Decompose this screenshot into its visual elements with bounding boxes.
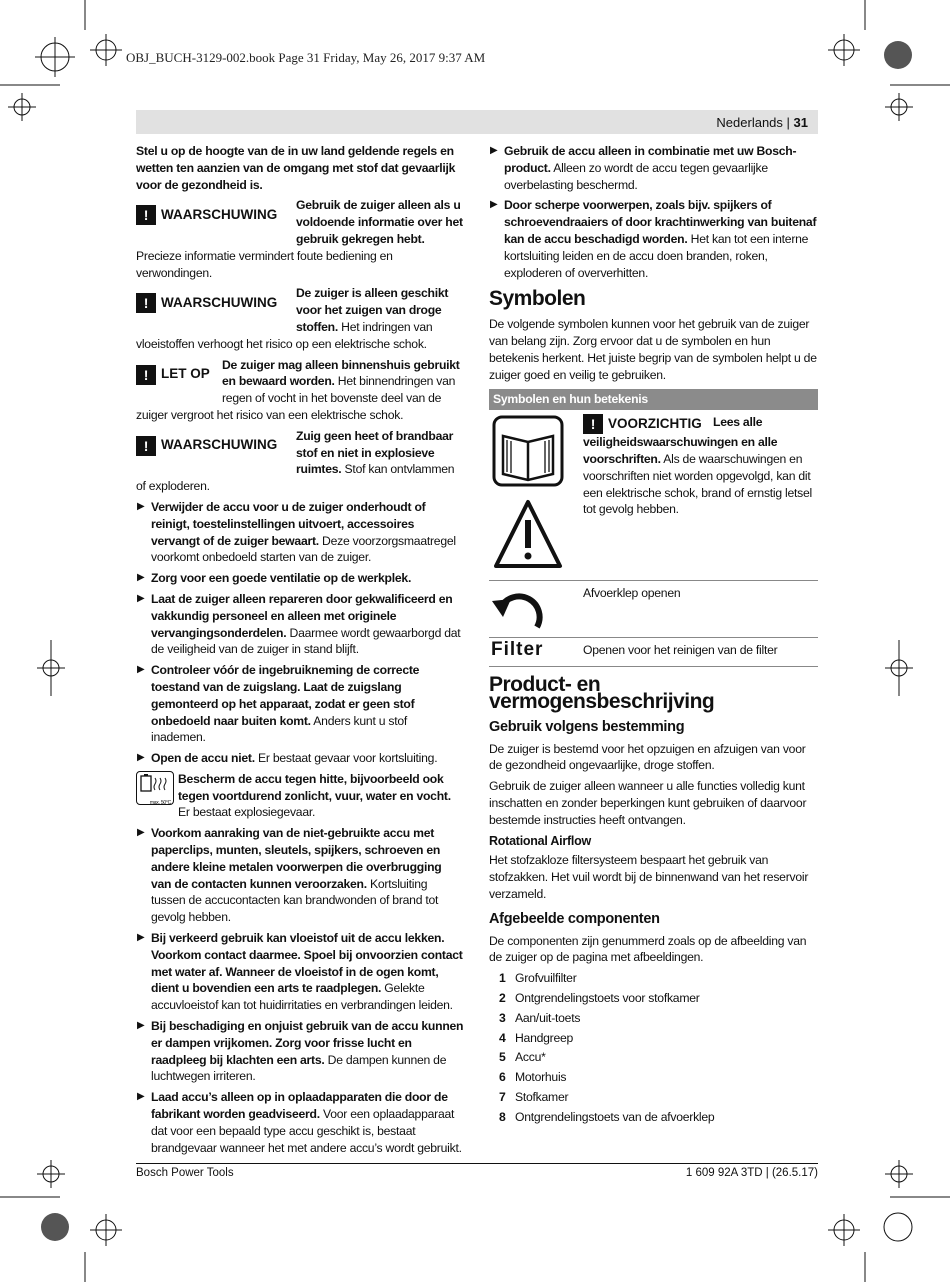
product-heading: Product- en vermogensbeschrijving: [489, 673, 715, 713]
page-number: 31: [793, 115, 808, 130]
list-item: 2 Ontgrendelingstoets voor stofkamer: [499, 990, 700, 1005]
heat-warning: max. 50°C Bescherm de accu tegen hitte, bijvoorbeeld ook tegen voortdurend zonlicht, vuur, water en vocht. Er bestaat explosiegevaar.: [136, 771, 464, 821]
warning-badge: ! WAARSCHUWING: [136, 199, 290, 231]
list-item: 6 Motorhuis: [499, 1070, 567, 1085]
warning-block-2: ! WAARSCHUWING De zuiger is alleen geschikt voor het zuigen van droge stoffen. Het indringen van vloeistoffen verhoogt het risico op een elektrische schok.: [136, 286, 449, 351]
symbol-row-manual: [489, 410, 818, 581]
components-intro: De componenten zijn genummerd zoals op de afbeelding van de zuiger op de pagina met afbeeldingen.: [489, 933, 807, 965]
list-item: ▶ Zorg voor een goede ventilatie op de werkplek.: [137, 571, 412, 586]
bullet-arrow-icon: ▶: [137, 1020, 145, 1032]
symbol-row-filter: [489, 638, 818, 667]
footer-divider: [136, 1163, 818, 1164]
bullet-arrow-icon: ▶: [137, 1091, 145, 1103]
caution-badge: ! LET OP: [136, 359, 216, 391]
use-heading: Gebruik volgens bestemming: [489, 718, 685, 735]
rotate-open-icon: [491, 587, 551, 635]
list-item: ▶ Laad accu’s alleen op in oplaadapparaten die door de fabrikant worden geadviseerd. Voor een oplaadapparaat dat voor een bepaald type accu geschikt is, bestaat brandgevaar wanneer het met andere accu’s wordt gebruikt.: [137, 1090, 462, 1155]
bullet-arrow-icon: ▶: [137, 592, 145, 604]
heat-icon-label: max. 50°C: [149, 799, 171, 806]
bullet-arrow-icon: ▶: [137, 500, 145, 512]
components-heading: Afgebeelde componenten: [489, 910, 660, 927]
list-item: 8 Ontgrendelingstoets van de afvoerklep: [499, 1109, 715, 1124]
list-item: ▶ Gebruik de accu alleen in combinatie met uw Bosch-product. Alleen zo wordt de accu tegen gevaarlijke overbelasting beschermd.: [490, 144, 797, 192]
list-item: 7 Stofkamer: [499, 1089, 569, 1104]
symbol-desc-filter: Openen voor het reinigen van de filter: [583, 643, 778, 658]
list-item: ▶ Bij verkeerd gebruik kan vloeistof uit de accu lekken. Voorkom contact daarmee. Spoel bij onvoorzien contact met water af. Wanneer de vloeistof in de ogen komt, dient u bovendien een arts te raadplegen. Gelekte accuvloeistof kan tot huidirritaties en verbrandingen leiden.: [137, 931, 463, 1013]
header-separator: |: [782, 115, 794, 130]
list-item: 4 Handgreep: [499, 1030, 574, 1045]
caution-block: ! LET OP De zuiger mag alleen binnenshuis gebruikt en bewaard worden. Het binnendringen van regen of vocht in het bovenste deel van de zuiger vergroot het risico van een elektrische schok.: [136, 357, 460, 422]
warning-badge: ! WAARSCHUWING: [136, 287, 290, 319]
symbolen-intro: De volgende symbolen kunnen voor het gebruik van de zuiger van belang zijn. Zorg ervoor dat u de symbolen en hun betekenis herkent. Het juiste begrip van de symbolen helpt u de zuiger goed en veilig te gebruiken.: [489, 317, 817, 382]
symbol-row-flap: [489, 581, 818, 638]
symbol-desc-manual: ! VOORZICHTIG Lees alle veiligheidswaarschuwingen en alle voorschriften. Als de waarschuwingen en voorschriften niet worden opgevolgd, kan dit een elektrische schok, brand of ernstig letsel tot gevolg hebben.: [583, 415, 812, 517]
use-text-2: Gebruik de zuiger alleen wanneer u alle functies volledig kunt inschatten en zonder beperkingen kunt gebruiken of daarvoor bestemde instructies heeft ontvangen.: [489, 779, 807, 827]
list-item: ▶ Laat de zuiger alleen repareren door gekwalificeerd en vakkundig personeel en alleen met originele vervangingsonderdelen. Daarmee wordt gewaarborgd dat de veiligheid van de zuiger in stand blijft.: [137, 591, 461, 657]
list-item: 3 Aan/uit-toets: [499, 1010, 581, 1025]
list-item: ▶ Open de accu niet. Er bestaat gevaar voor kortsluiting.: [137, 751, 438, 766]
bullet-arrow-icon: ▶: [137, 932, 145, 944]
warning-block-3: ! WAARSCHUWING Zuig geen heet of brandbaar stof en niet in explosieve ruimtes. Stof kan ontvlammen of exploderen.: [136, 428, 455, 494]
symbolen-heading: Symbolen: [489, 287, 586, 311]
warning-triangle-icon: !: [136, 205, 156, 225]
filter-symbol: Filter: [491, 639, 544, 661]
bullet-arrow-icon: ▶: [137, 572, 145, 584]
warning-triangle-icon: !: [136, 436, 156, 456]
header-language: Nederlands: [716, 115, 783, 130]
list-item: 1 Grofvuilfilter: [499, 971, 577, 986]
page-header: [716, 115, 808, 130]
footer-brand: Bosch Power Tools: [136, 1167, 234, 1179]
footer-code: 1 609 92A 3TD | (26.5.17): [685, 1167, 818, 1179]
warning-triangle-icon: !: [583, 414, 603, 434]
use-text-1: De zuiger is bestemd voor het opzuigen en afzuigen van voor de gezondheid ongevaarlijke, droge stoffen.: [489, 741, 806, 773]
caution-badge: ! VOORZICHTIG: [583, 414, 709, 434]
warning-badge: ! WAARSCHUWING: [136, 430, 290, 462]
symbol-table-header: Symbolen en hun betekenis: [489, 389, 818, 410]
components-list: [489, 970, 818, 1125]
bullet-arrow-icon: ▶: [137, 827, 145, 839]
read-manual-icon: [491, 414, 565, 574]
right-column: [489, 143, 818, 1128]
list-item: ▶ Bij beschadiging en onjuist gebruik van de accu kunnen er dampen vrijkomen. Zorg voor frisse lucht en raadpleeg bij klachten een arts. De dampen kunnen de luchtwegen irriteren.: [137, 1019, 464, 1084]
list-item: ▶ Verwijder de accu voor u de zuiger onderhoudt of reinigt, toestelinstellingen uitvoert, accessoires vervangt of de zuiger bewaart. Deze voorzorgsmaatregel voorkomt onbedoeld starten van de zuiger.: [137, 499, 456, 565]
left-column: [136, 143, 464, 1160]
print-slug: OBJ_BUCH-3129-002.book Page 31 Friday, May 26, 2017 9:37 AM: [126, 50, 486, 65]
warning-triangle-icon: !: [136, 365, 156, 385]
bullet-arrow-icon: ▶: [490, 145, 498, 156]
battery-heat-icon: [136, 771, 174, 805]
list-item: ▶ Door scherpe voorwerpen, zoals bijv. spijkers of schroevendraaiers of door krachtinwerking van buitenaf kan de accu beschadigd worden. Het kan tot een interne kortsluiting leiden en de accu doen branden, roken, exploderen of oververhitten.: [490, 198, 817, 280]
list-item: ▶ Controleer vóór de ingebruikneming de correcte toestand van de zuigslang. Laat de zuigslang gemonteerd op het apparaat, zodat er geen stof onbedoeld naar buiten komt. Anders kunt u stof inademen.: [137, 663, 420, 745]
list-item: ▶ Voorkom aanraking van de niet-gebruikte accu met paperclips, munten, sleutels, spijkers, schroeven en andere kleine metalen voorwerpen die overbrugging van de contacten kunnen veroorzaken. Kortsluiting tussen de accucontacten kan brandwonden of brand tot gevolg hebben.: [137, 826, 442, 925]
intro-text: Stel u op de hoogte van de in uw land geldende regels en wetten ten aanzien van de omgang met stof dat gevaarlijk voor de gezondheid is.: [136, 144, 456, 192]
warning-block-1: ! WAARSCHUWING Gebruik de zuiger alleen als u voldoende informatie over het gebruik gekregen hebt. Precieze informatie vermindert foute bediening en verwondingen.: [136, 198, 463, 280]
symbol-desc-flap: Afvoerklep openen: [583, 586, 681, 601]
bullet-arrow-icon: ▶: [137, 752, 145, 764]
airflow-heading: Rotational Airflow: [489, 833, 591, 848]
bullet-arrow-icon: ▶: [490, 199, 498, 211]
airflow-text: Het stofzakloze filtersysteem bespaart het gebruik van stofzakken. Het vuil wordt bij de binnenwand van het reservoir verzameld.: [489, 853, 809, 901]
bullet-arrow-icon: ▶: [137, 664, 145, 676]
list-item: 5 Accu*: [499, 1050, 546, 1065]
warning-triangle-icon: !: [136, 293, 156, 313]
